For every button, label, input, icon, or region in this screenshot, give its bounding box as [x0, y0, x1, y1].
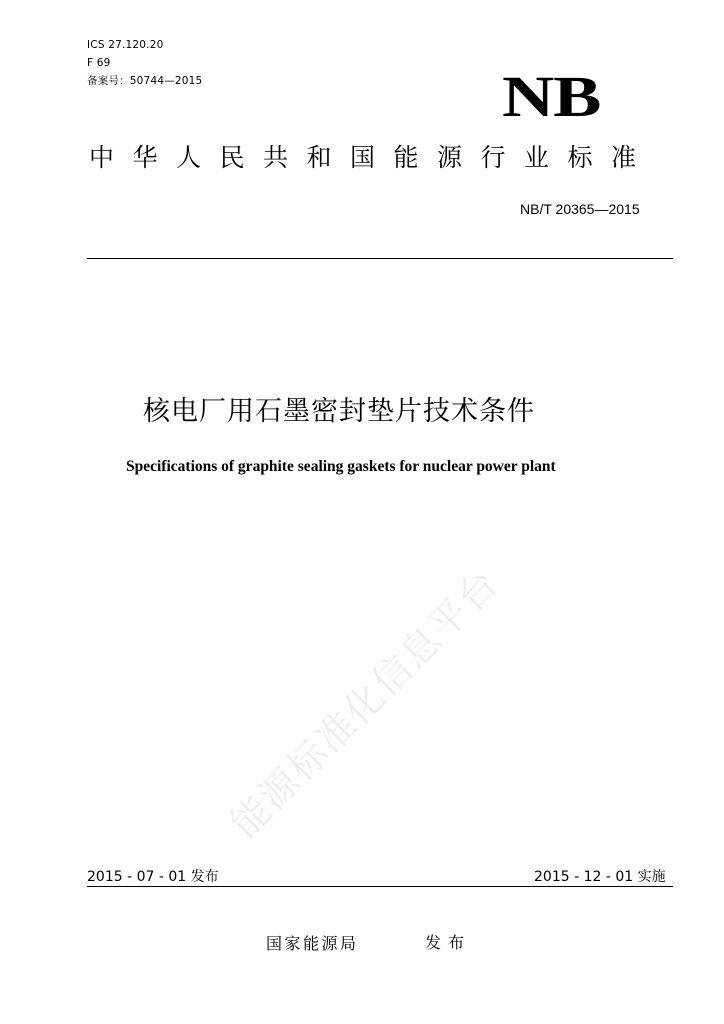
issue-date: 2015 - 07 - 01 发布 [87, 869, 219, 885]
standard-code: NB/T 20365—2015 [520, 201, 640, 217]
standard-category-name: 中华人民共和国能源行业标准 [89, 143, 655, 172]
header-divider [87, 258, 673, 259]
record-number: 备案号：50744—2015 [87, 75, 203, 87]
nb-logo: NB [502, 64, 601, 129]
footer-divider [87, 886, 673, 887]
watermark-text: 能源标准化信息平台 [222, 560, 508, 847]
document-title-chinese: 核电厂用石墨密封垫片技术条件 [143, 396, 535, 427]
publisher-name: 国家能源局 [266, 934, 359, 953]
ics-number: ICS 27.120.20 [87, 39, 164, 51]
document-title-english: Specifications of graphite sealing gaskets for nuclear power plant [126, 458, 556, 475]
implementation-date: 2015 - 12 - 01 实施 [534, 869, 666, 885]
publish-label: 发布 [425, 933, 472, 952]
ccs-number: F 69 [87, 57, 111, 69]
